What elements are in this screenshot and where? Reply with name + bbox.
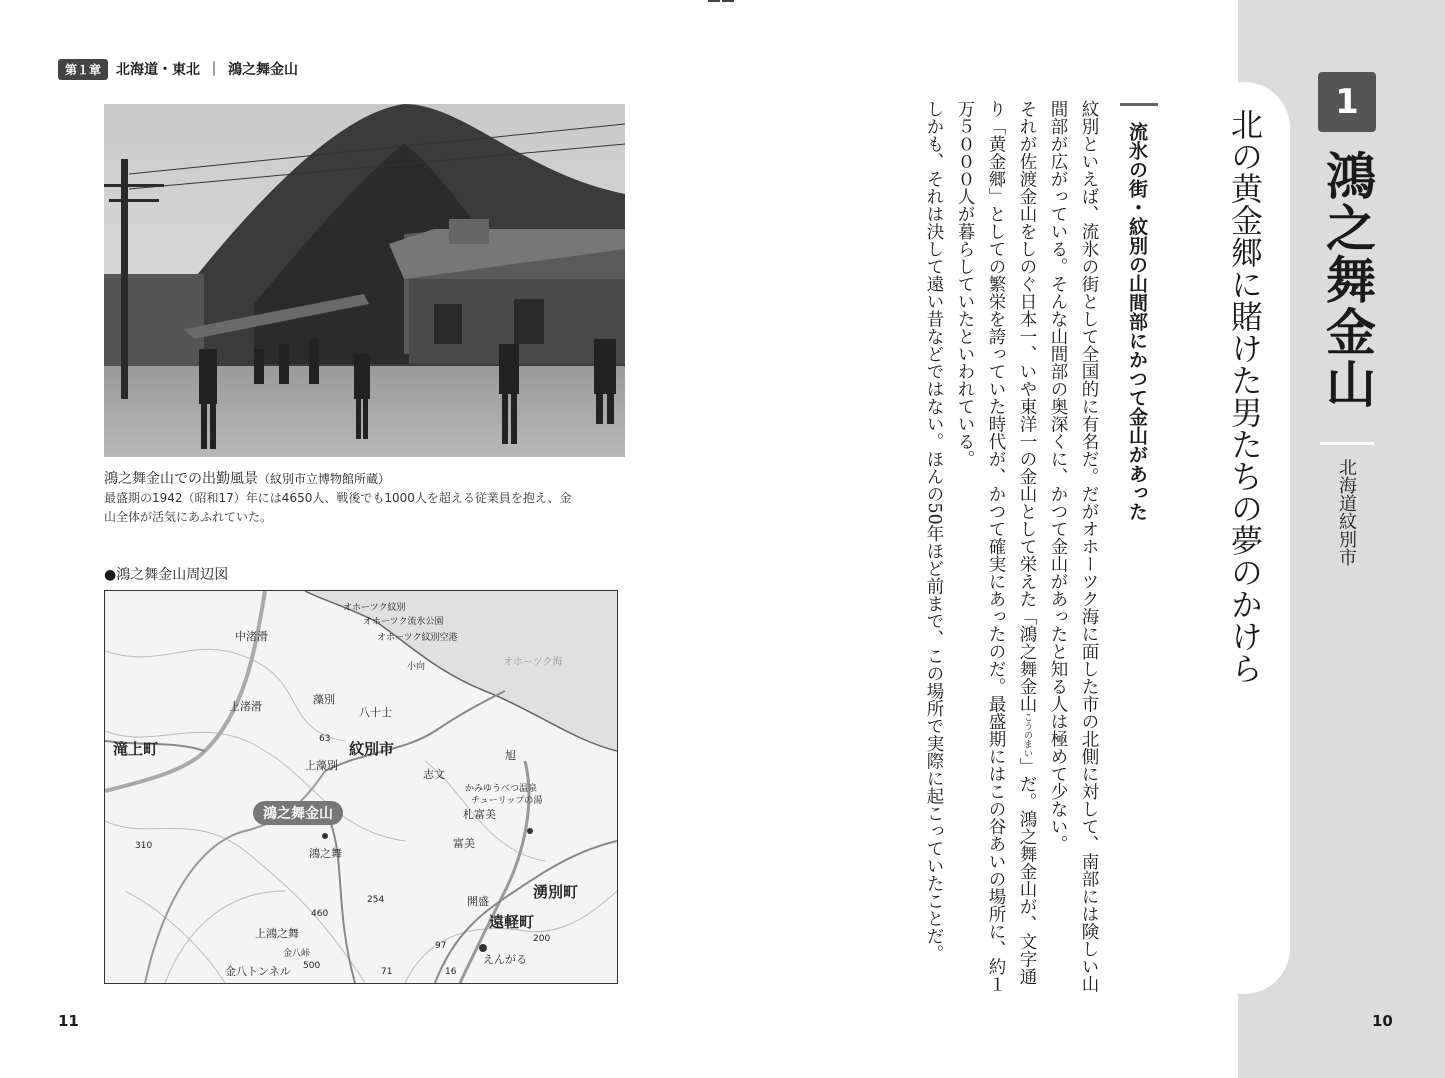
chapter-badge: 第１章 [58,59,108,80]
photo-caption-body: 最盛期の1942（昭和17）年には4650人、戦後でも1000人を超える従業員を抱え、金山全体が活気にあふれていた。 [104,491,572,524]
map-label-kami-shosubetsu: 上渚滑 [229,700,262,713]
map-mine-label: 鴻之舞金山 [253,801,343,825]
heading-rule [1120,103,1158,106]
body-text [826,100,1104,1000]
body-paragraph-2a: それが佐渡金山をしのぐ日本一、いや東洋一の金山として栄えた「鴻之舞金山 [1017,100,1037,713]
map-label-engaru: 遠軽町 [489,913,535,931]
map-label-airport: オホーツク紋別空港 [377,633,458,643]
map-label-rt71: 71 [381,967,393,977]
gutter-mark-left [708,0,720,2]
section-heading: 流氷の街・紋別の山間部にかつて金山があった [1126,122,1148,521]
map-label-kami-mosubetsu: 上藻別 [305,759,338,772]
map-graphic [105,591,617,983]
map-label-rt310: 310 [135,841,153,851]
body-paragraph-1: 紋別といえば、流氷の街として全国的に有名だ。だがオホーツク海に面した市の北側に対して、南部には険しい山間部が広がっている。そんな山間部の奥深くに、かつて金山があったと知る人は極めて少ない。 [1048,100,1099,993]
map-label-yubetsu: 湧別町 [533,883,579,901]
map-label-satsufuji: 札富美 [463,808,496,821]
chapter-number: 1 [1318,72,1376,132]
running-header [58,58,298,80]
map-label-komukai: 小向 [407,662,426,672]
map-label-onsen: かみゆうべつ温泉 [465,784,538,794]
header-region: 北海道・東北 [116,62,201,78]
map-label-kami-konomai: 上鴻之舞 [255,927,299,940]
body-paragraph-2 [949,100,1042,1000]
map-label-monbetsu-city: 紋別市 [349,740,395,758]
photo-illustration [104,104,625,457]
location-label: 北海道紋別市 [1336,458,1357,566]
gutter-mark-right [722,0,734,2]
header-separator: ｜ [207,62,222,78]
map-label-ryuhyo-park: オホーツク流氷公園 [363,617,444,627]
map-label-rt97: 97 [435,941,447,951]
area-map [104,590,618,984]
map-label-mosubetsu: 藻別 [313,693,335,706]
caption-credit: （紋別市立博物館所蔵） [258,472,391,486]
map-label-shibun: 志文 [423,768,445,781]
caption-title-text: 鴻之舞金山での出勤風景 [104,471,258,487]
map-label-kaimei: 開盛 [467,895,489,908]
map-label-tomimi: 富美 [453,837,475,850]
map-label-rt200: 200 [533,934,551,944]
map-label-rt16: 16 [445,967,457,977]
map-label-kinhachi-pass: 金八峠 [283,949,311,959]
map-label-rt460: 460 [311,909,329,919]
map-label-takinoue: 滝上町 [113,740,159,758]
title-divider [1320,442,1374,445]
body-paragraph-2b: 」だ。鴻之舞金山が、文字通り「黄金郷」としての繁栄を誇っていた時代が、かつて確実にあったのだ。最盛期にはこの谷あいの場所に、約１万５０００人が暮らしていたといわれている。 [955,100,1037,993]
map-label-engaru-station: えんがる [483,953,527,966]
map-label-tulip: チューリップの湯 [471,796,543,806]
map-label-rt500: 500 [303,961,321,971]
map-label-okhotsk-sea: オホーツク海 [503,657,563,668]
body-ruby: こうのまい [1022,712,1032,758]
page-number-right: 10 [1372,1012,1393,1030]
map-label-yatoshi: 八十士 [359,706,392,719]
photo-caption-title [104,468,390,488]
article-title: 鴻之舞金山 [1318,150,1376,410]
map-label-naka-shosubetsu: 中渚滑 [235,630,268,643]
body-paragraph-3: しかも、それは決して遠い昔などではない。ほんの50年ほど前まで、この場所で実際に起こっていたことだ。 [924,100,944,963]
page-number-left: 11 [58,1012,79,1030]
header-mine-name: 鴻之舞金山 [228,62,299,78]
map-label-okhotsk-monbetsu: オホーツク紋別 [343,603,406,613]
map-label-rt254: 254 [367,895,385,905]
map-label-konomai: 鴻之舞 [309,847,342,860]
map-label-asahi: 旭 [505,749,516,762]
article-subtitle: 北の黄金郷に賭けた男たちの夢のかけら [1226,108,1264,684]
map-label-kinhachi-tunnel: 金八トンネル [225,965,291,978]
map-label-rt63: 63 [319,734,331,744]
map-title: ●鴻之舞金山周辺図 [104,567,229,583]
historical-photo [104,104,625,457]
